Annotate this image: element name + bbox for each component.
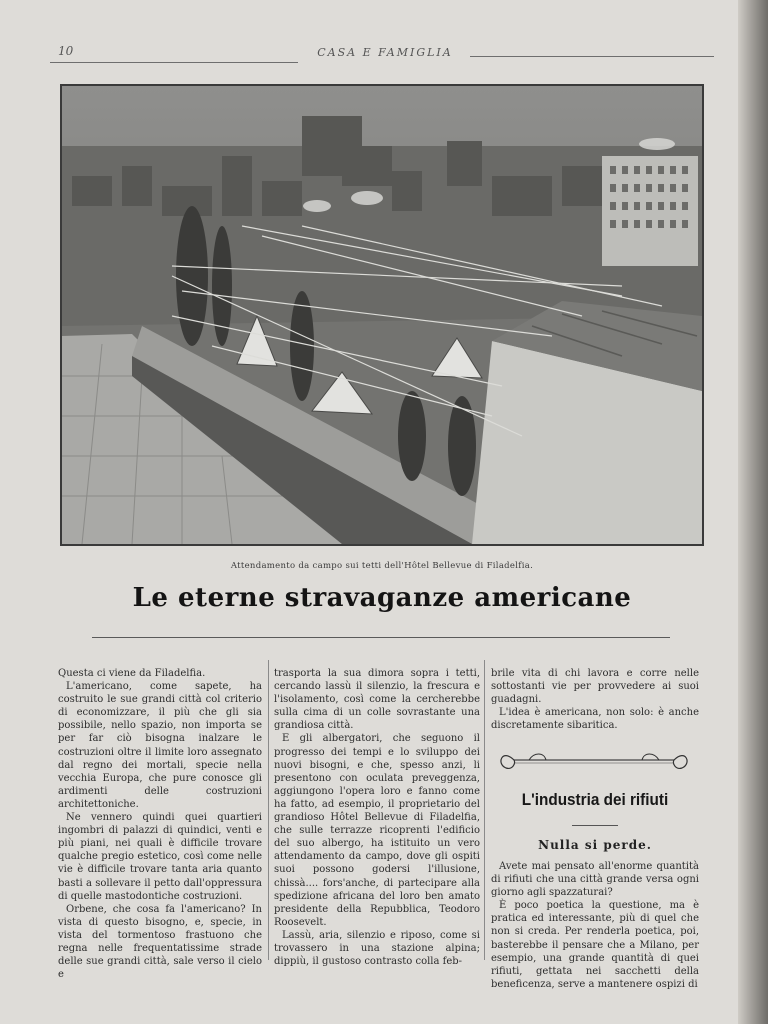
article-column-1 [58,667,262,981]
photo-caption: Attendamento da campo sui tetti dell'Hôtel Bellevue di Filadelfia. [230,561,534,571]
sidebar-column [491,860,699,991]
paragraph: Questa ci viene da Filadelfia. [58,668,206,679]
paragraph: Ne vennero quindi quei quartieri ingombri di palazzi di quindici, venti e più piani, nei quali è difficile trovare qualche pregio estetico, così come nelle vie è difficile trovare tanta aria quanto basti a sollevare il petto dall'oppressura di quelle mastodontiche costruzioni. [58,812,262,902]
paragraph: Orbene, che cosa fa l'americano? In vista di questo bisogno, e, specie, in vista del tormentoso frastuono che regna nelle frequentatissime strade delle sue grandi città, sale verso il cielo e [58,903,262,981]
article-column-2 [274,667,480,968]
paragraph: L'americano, come sapete, ha costruito le sue grandi città col criterio di economizzare, il più che gli sia possibile, nello spazio, non importa se per far ciò bisogna inalzare le costruzioni oltre il limite loro assegnato dal regno dei mortali, specie nella vecchia Europa, che pure conosce gli ardimenti delle costruzioni architettoniche. [58,681,262,810]
page-edge [738,0,768,1024]
header-rule-left [50,62,298,63]
sidebar-rule [572,825,618,826]
paragraph: Avete mai pensato all'enorme quantità di rifiuti che una città grande versa ogni giorno agli spazzaturai? [491,861,699,899]
paragraph: E gli albergatori, che seguono il progresso dei tempi e lo sviluppo dei nuovi bisogni, e che, spesso anzi, li presentono con oculata preveggenza, aggiungono l'opera loro e fanno come ha fatto, ad esempio, il proprietario del grandioso Hôtel Bellevue di Filadelfia, che sulle terrazze ricoprenti l'edificio del suo albergo, ha istituito un vero attendamento da campo, dove gli ospiti suoi possono godersi l'illusione, chissà.... fors'anche, di partecipare alla spedizione africana del loro ben amato presidente della Repubblica, Teodoro Roosevelt. [274,733,480,928]
page-number: 10 [58,44,74,58]
paragraph: È poco poetica la questione, ma è pratica ed interessante, più di quel che non si creda. Per renderla poetica, poi, basterebbe il pensare che a Milano, per esempio, una grande quantità di quei rifiuti, gettata nei sacchetti della beneficenza, serve a mantenere ospizi di [491,900,699,990]
column-rule-1 [268,660,269,960]
article-headline: Le eterne stravaganze americane [132,583,632,613]
paragraph: L'idea è americana, non solo: è anche discretamente sibaritica. [491,707,699,732]
paragraph: brile vita di chi lavora e corre nelle sottostanti vie per provvedere ai suoi guadagni. [491,668,699,706]
ornament-divider-icon [494,744,694,774]
paragraph: Lassù, aria, silenzio e riposo, come si trovassero in una stazione alpina; dippiù, il gustoso contrasto colla feb- [274,929,480,968]
header-rule-right [470,56,714,57]
paragraph: trasporta la sua dimora sopra i tetti, cercando lassù il silenzio, la frescura e l'isolamento, così come la cercherebbe sulla cima di un colle sovrastante una grandiosa città. [274,668,480,732]
running-title: CASA E FAMIGLIA [317,46,453,59]
headline-rule [92,637,670,638]
sidebar-subheading: Nulla si perde. [538,838,652,852]
article-column-3 [491,667,699,732]
column-rule-2 [484,660,485,960]
sidebar-headline: L'industria dei rifiuti [521,790,669,809]
rooftop-photo [60,84,704,546]
